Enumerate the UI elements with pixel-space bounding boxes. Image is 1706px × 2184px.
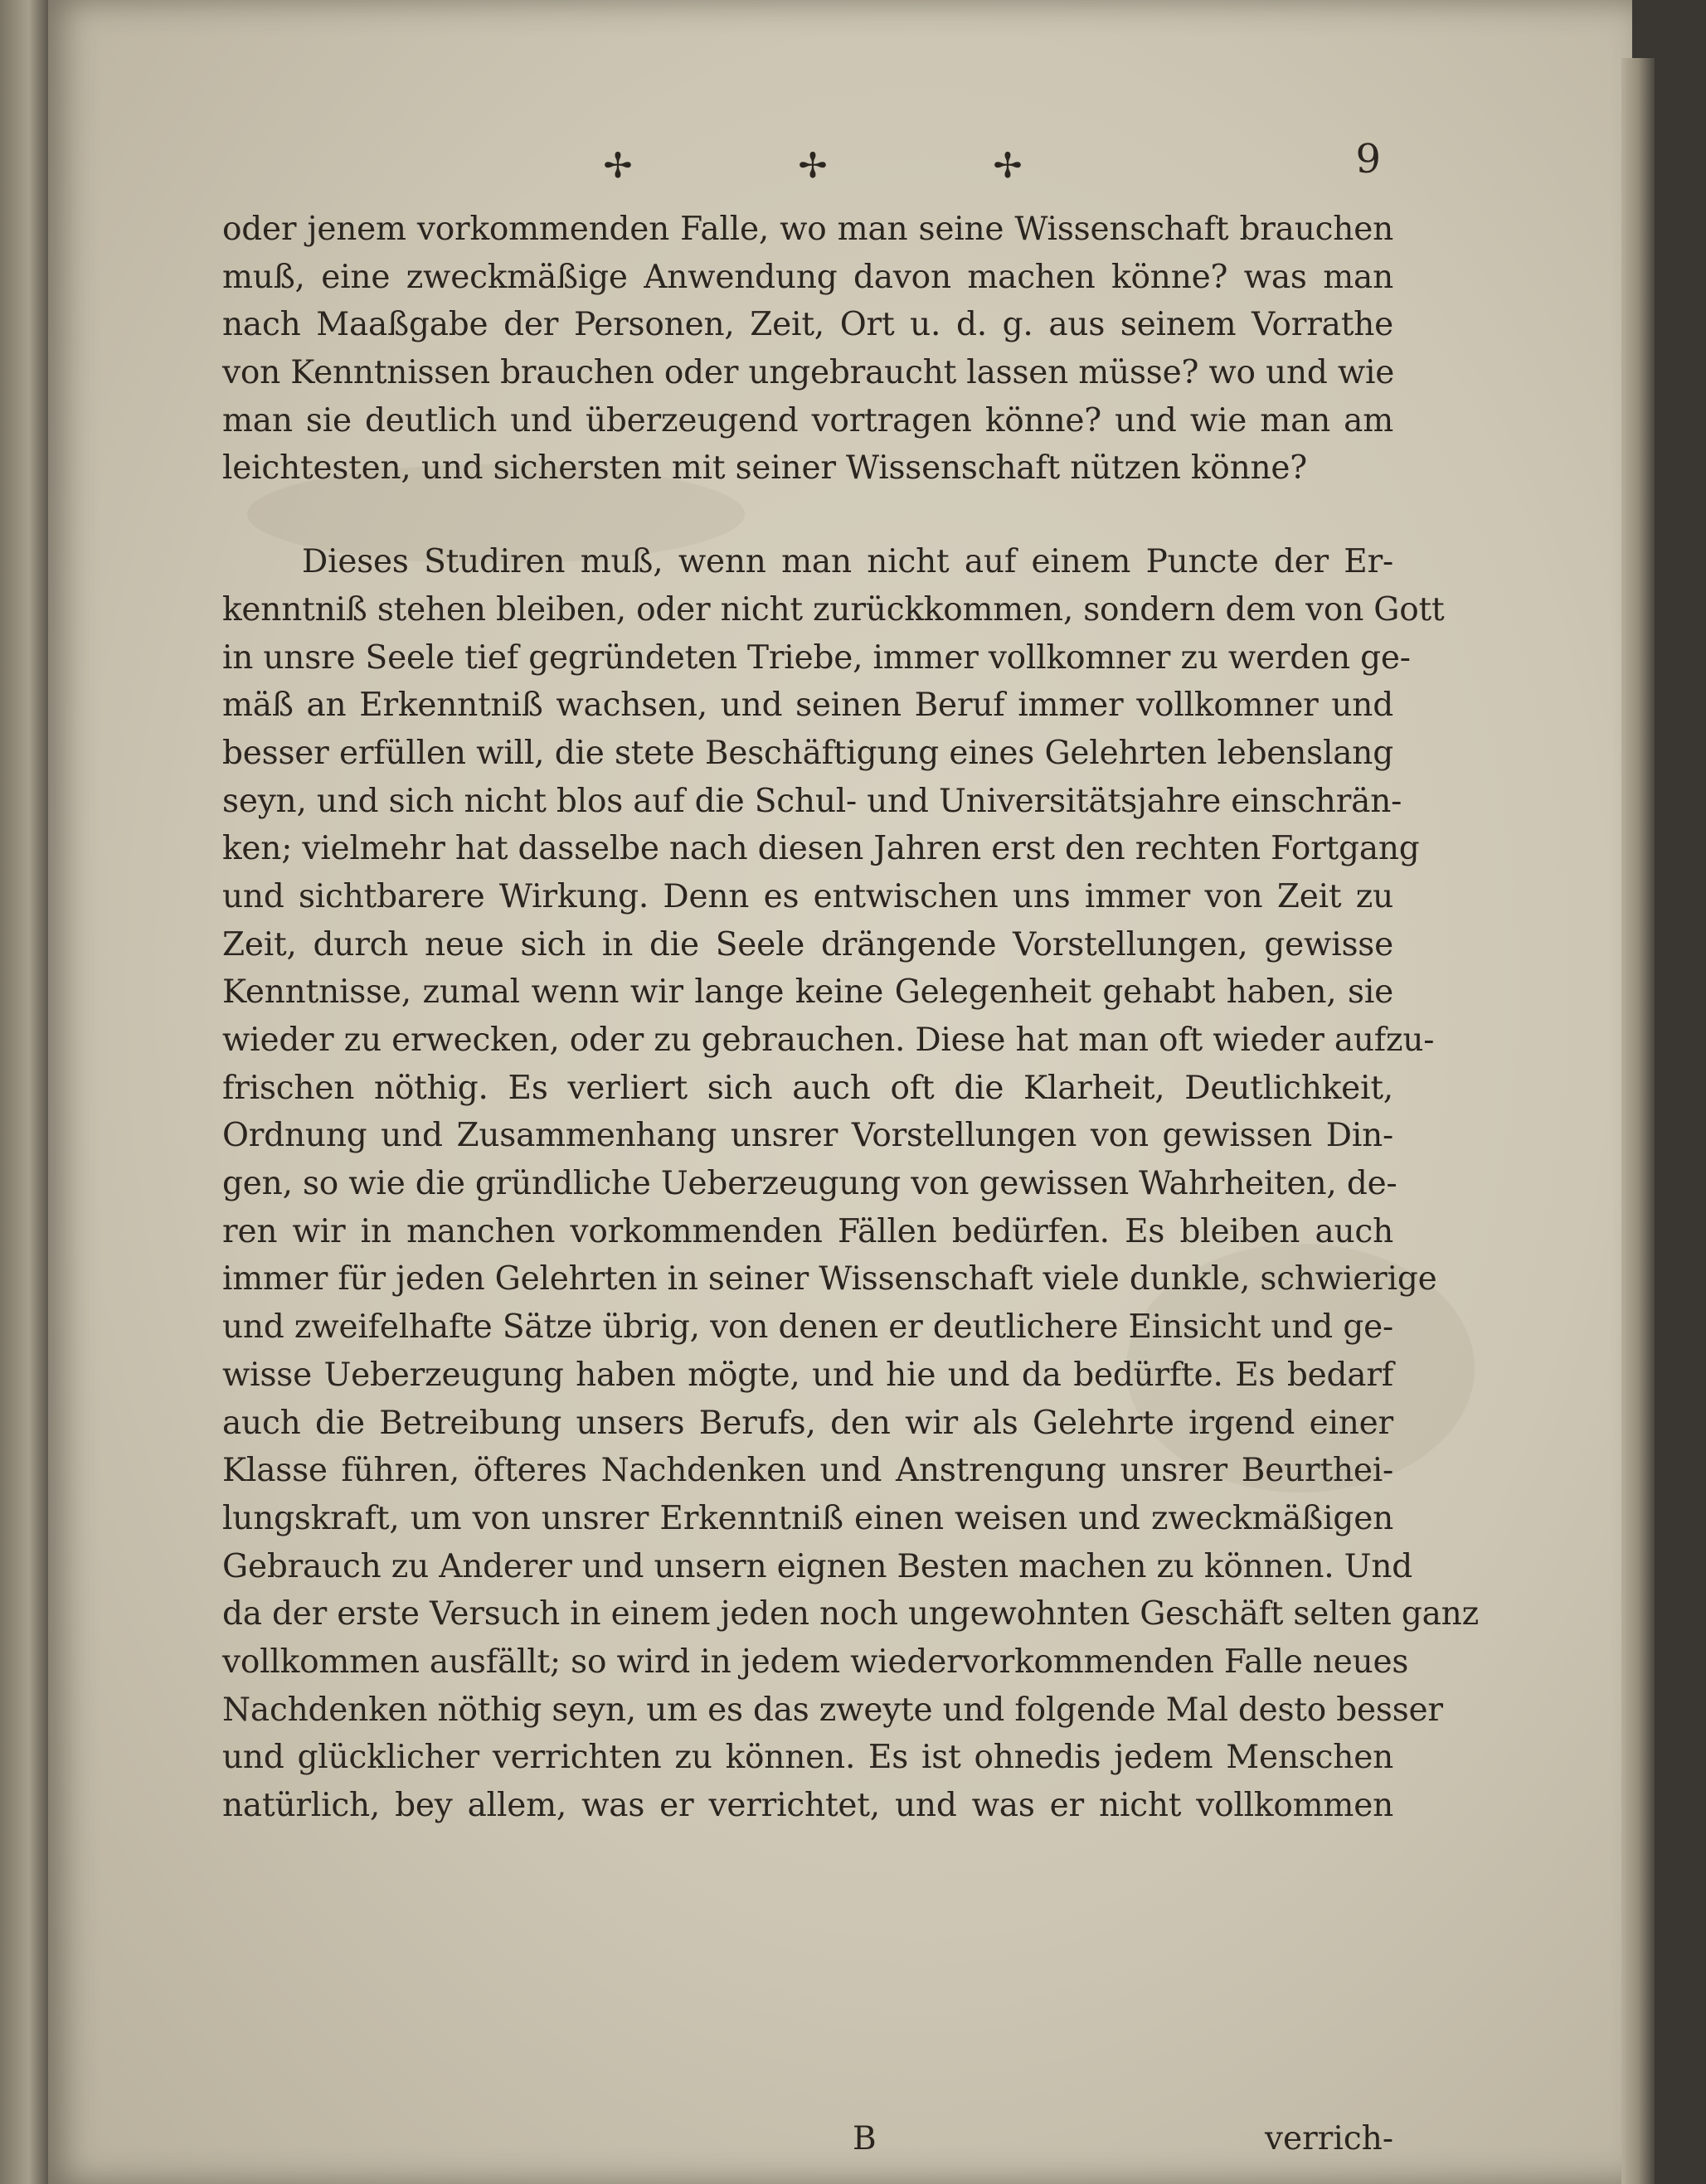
text-line: seyn, und sich nicht blos auf die Schul- und Universitätsjahre einschrän- [222,782,1402,820]
text-line: mäß an Erkenntniß wachsen, und seinen Beruf immer vollkomner und [222,687,1393,725]
text-line: Gebrauch zu Anderer und unsern eignen Besten machen zu können. Und [222,1547,1412,1585]
text-line: Nachdenken nöthig seyn, um es das zweyte und folgende Mal desto besser [222,1691,1443,1729]
fleuron-ornament-icon: ✢ [603,145,633,186]
text-line: da der erste Versuch in einem jeden noch ungewohnten Geschäft selten ganz [222,1595,1479,1633]
text-line: lungskraft, um von unsrer Erkenntniß einen weisen und zweckmäßigen [222,1499,1393,1537]
text-line: ren wir in manchen vorkommenden Fällen bedürfen. Es bleiben auch [222,1212,1393,1250]
text-line: oder jenem vorkommenden Falle, wo man seine Wissenschaft brauchen [222,211,1393,248]
text-line: Kenntnisse, zumal wenn wir lange keine Gelegenheit gehabt haben, sie [222,973,1393,1012]
body-text [222,206,1479,1830]
right-page-edge [1621,58,1655,2184]
paragraph-2 [222,538,1479,1830]
page-number: 9 [1355,136,1381,182]
text-line: nach Maaßgabe der Personen, Zeit, Ort u. d. g. aus seinem Vorrathe [222,306,1393,344]
text-line: muß, eine zweckmäßige Anwendung davon machen könne? was man [222,258,1393,296]
text-line: ken; vielmehr hat dasselbe nach diesen Jahren erst den rechten Fortgang [222,830,1420,868]
fleuron-ornament-icon: ✢ [993,145,1023,186]
text-line: wisse Ueberzeugung haben mögte, und hie und da bedürfte. Es bedarf [222,1356,1393,1394]
text-line: auch die Betreibung unsers Berufs, den wir als Gelehrte irgend einer [222,1404,1393,1442]
text-line: in unsre Seele tief gegründeten Triebe, immer vollkomner zu werden ge- [222,638,1411,677]
text-line: kenntniß stehen bleiben, oder nicht zurückkommen, sondern dem von Gott [222,590,1445,629]
text-line: gen, so wie die gründliche Ueberzeugung von gewissen Wahrheiten, de- [222,1165,1397,1203]
fleuron-ornament-icon: ✢ [798,145,828,186]
text-line: Klasse führen, öfteres Nachdenken und Anstrengung unsrer Beurthei- [222,1452,1393,1490]
text-line: Ordnung und Zusammenhang unsrer Vorstellungen von gewissen Din- [222,1117,1393,1155]
text-line: und sichtbarere Wirkung. Denn es entwischen uns immer von Zeit zu [222,877,1393,915]
text-line: besser erfüllen will, die stete Beschäftigung eines Gelehrten lebenslang [222,734,1393,772]
left-page-edge [0,0,48,2184]
text-line: von Kenntnissen brauchen oder ungebraucht lassen müsse? wo und wie [222,354,1395,392]
catchword: verrich- [1264,2120,1393,2157]
paragraph-1 [222,206,1393,493]
text-line: natürlich, bey allem, was er verrichtet, und was er nicht vollkommen [222,1787,1393,1824]
running-head [581,141,1045,191]
text-line: Zeit, durch neue sich in die Seele drängende Vorstellungen, gewisse [222,925,1393,963]
page-footer [222,2114,1393,2164]
paragraph-gap [222,493,1393,538]
signature-mark: B [853,2120,877,2157]
text-line: frischen nöthig. Es verliert sich auch oft die Klarheit, Deutlichkeit, [222,1069,1393,1107]
text-line: immer für jeden Gelehrten in seiner Wissenschaft viele dunkle, schwierige [222,1260,1437,1298]
text-line: Dieses Studiren muß, wenn man nicht auf einem Puncte der Er- [302,543,1393,581]
text-line: und zweifelhafte Sätze übrig, von denen er deutlichere Einsicht und ge- [222,1308,1393,1347]
text-line: man sie deutlich und überzeugend vortragen könne? und wie man am [222,401,1393,439]
text-line: und glücklicher verrichten zu können. Es ist ohnedis jedem Menschen [222,1739,1393,1777]
text-line: vollkommen ausfällt; so wird in jedem wiedervorkommenden Falle neues [222,1643,1409,1681]
text-line: wieder zu erwecken, oder zu gebrauchen. Diese hat man oft wieder aufzu- [222,1022,1435,1059]
text-line: leichtesten, und sichersten mit seiner Wissenschaft nützen könne? [222,449,1308,488]
